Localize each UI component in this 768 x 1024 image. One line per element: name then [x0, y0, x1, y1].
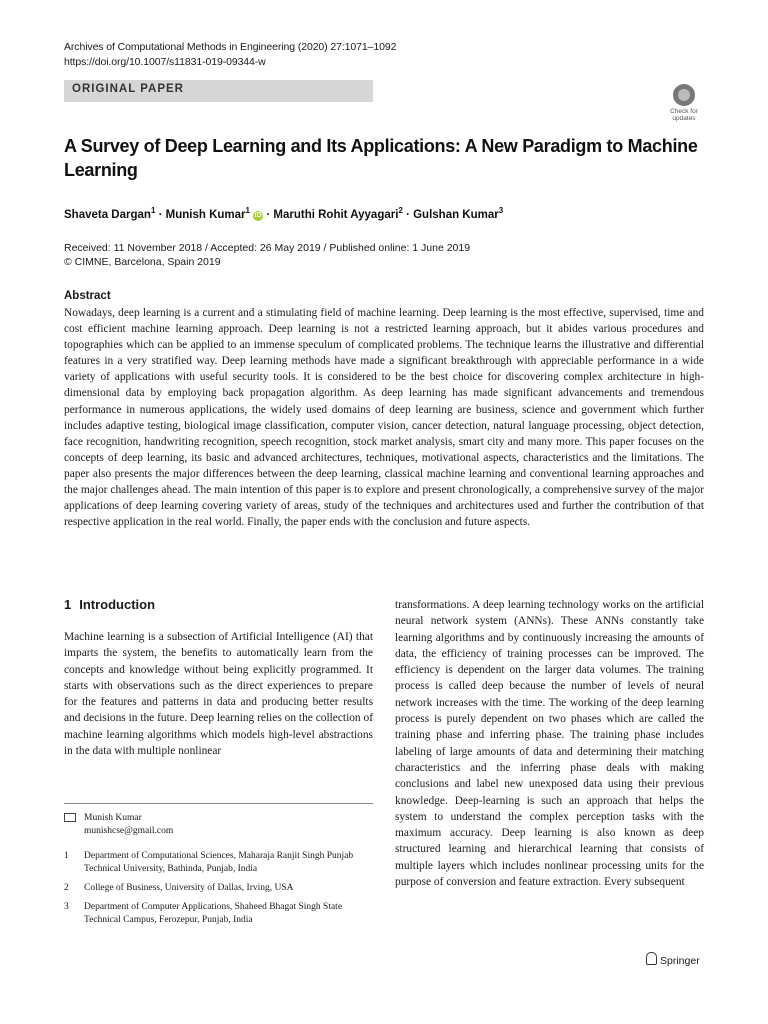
contact-name: Munish Kumar: [84, 813, 142, 823]
article-type-banner: [64, 80, 373, 102]
orcid-icon[interactable]: iD: [254, 211, 262, 219]
corresponding-author-footnote: [64, 812, 373, 838]
springer-horse-icon: [646, 952, 657, 965]
affiliation-mark: 2: [64, 883, 69, 893]
copyright-line: © CIMNE, Barcelona, Spain 2019: [64, 256, 221, 268]
badge-line-2: updates: [672, 115, 696, 122]
doi-link[interactable]: https://doi.org/10.1007/s11831-019-09344-w: [64, 56, 266, 68]
section-number: 1: [64, 597, 72, 612]
intro-right-column: transformations. A deep learning technology works on the artificial neural network system (ANNs). These ANNs constantly take learning algorithms and by continuously increasing the amounts of data, the efficiency of training processes can be improved. The efficiency is dependent on the larger data volumes. The training process is called deep because the number of levels of neural network increases with the time. The working of the deep learning process is purely dependent on two phases which are called the training phase and inferring phase. The training phase includes labeling of large amounts of data and determining their matching characteristics and the inferring phase deals with making conclusions and label new unexposed data using their previous knowledge. Deep-learning is such an approach that helps the system to understand the complex perception tasks with the maximum accuracy. Deep learning is also known as deep structured learning and hierarchical learning that consists of multiple layers which includes nonlinear processing units for the purpose of conversion and feature extraction. Every subsequent: [395, 599, 704, 889]
affiliation-mark: 1: [64, 851, 69, 861]
paper-title: A Survey of Deep Learning and Its Applications: A New Paradigm to Machine Learning: [64, 136, 698, 180]
publication-dates: [64, 241, 704, 269]
article-type-label: ORIGINAL PAPER: [72, 83, 184, 95]
section-title: Introduction: [79, 597, 156, 612]
affiliation-mark: 3: [64, 902, 69, 912]
publisher-name: Springer: [660, 955, 700, 967]
publisher-footer: [646, 952, 700, 967]
check-for-updates-badge[interactable]: [664, 84, 704, 126]
author-list: Shaveta Dargan$^1$ · Munish Kumar$^1$ iD · Maruthi Rohit Ayyagari$^2$ · Gulshan Kumar$^3$: [64, 206, 504, 221]
dates-line: Received: 11 November 2018 / Accepted: 26 May 2019 / Published online: 1 June 2019: [64, 242, 471, 254]
author-affiliation-mark: 2: [398, 206, 403, 215]
footnote-divider: [64, 803, 373, 804]
abstract-heading: Abstract: [64, 290, 111, 302]
affiliation-text: Department of Computational Sciences, Maharaja Ranjit Singh Punjab Technical University, Bathinda, Punjab, India: [84, 851, 354, 874]
affiliation-text: Department of Computer Applications, Shaheed Bhagat Singh State Technical Campus, Ferozepur, Punjab, India: [84, 902, 343, 925]
badge-line-1: Check for: [670, 108, 698, 115]
contact-email[interactable]: munishcse@gmail.com: [84, 826, 174, 836]
abstract-text: Nowadays, deep learning is a current and a stimulating field of machine learning. Deep learning is the most effective, supervised, time and cost efficient machine learning approach. Deep learning is not a restricted learning approach, but it abides various procedures and topographies which can be applied to an immense speculum of complicated problems. The technique learns the illustrative and differential features in a very stratified way. Deep learning methods have made a significant breakthrough with appreciable performance in a wide variety of applications with useful security tools. It is considered to be the best choice for discovering complex architecture in high-dimensional data by employing back propagation algorithm. As deep learning has made significant advancements and tremendous performance in numerous applications, the widely used domains of deep learning are business, science and government which further includes adaptive testing, biological image classification, computer vision, cancer detection, natural language processing, object detection, face recognition, handwriting recognition, speech recognition, stock market analysis, smart city and many more. This paper focuses on the concepts of deep learning, its basic and advanced architectures, techniques, motivational aspects, characteristics and the limitations. The paper also presents the major differences between the deep learning, classical machine learning and conventional learning approaches and the major challenges ahead. The main intention of this paper is to explore and present chronologically, a comprehensive survey of the major applications of deep learning covering variety of areas, study of the techniques and architectures used and further the contribution of that respective application in the real world. Finally, the paper ends with the conclusion and future aspects.: [64, 307, 704, 529]
author-affiliation-mark: 1: [245, 206, 250, 215]
author-name[interactable]: Gulshan Kumar: [413, 208, 499, 221]
author-affiliation-mark: 1: [150, 206, 156, 215]
author-name[interactable]: Shaveta Dargan: [64, 208, 151, 221]
affiliation-text: College of Business, University of Dallas, Irving, USA: [84, 883, 294, 893]
affiliation-footnote: [64, 850, 373, 876]
journal-citation: Archives of Computational Methods in Engineering (2020) 27:1071–1092: [64, 41, 397, 53]
affiliation-footnote: [64, 882, 373, 895]
mail-icon: [64, 812, 76, 826]
author-name[interactable]: Maruthi Rohit Ayyagari: [273, 208, 399, 221]
section-heading-introduction: [64, 597, 155, 612]
affiliation-footnote: [64, 901, 373, 927]
author-name[interactable]: Munish Kumar: [165, 208, 246, 221]
author-affiliation-mark: 3: [498, 206, 504, 215]
intro-left-column: Machine learning is a subsection of Artificial Intelligence (AI) that imparts the system, the benefits to automatically learn from the concepts and knowledge without being explicitly programmed. It starts with observations such as the direct experiences to prepare for the features and patterns in data and producing better results and decisions in the future. Deep learning relies on the collection of machine learning algorithms which models high-level abstractions in the data with multiple nonlinear: [64, 631, 373, 758]
check-updates-icon: [673, 84, 695, 106]
